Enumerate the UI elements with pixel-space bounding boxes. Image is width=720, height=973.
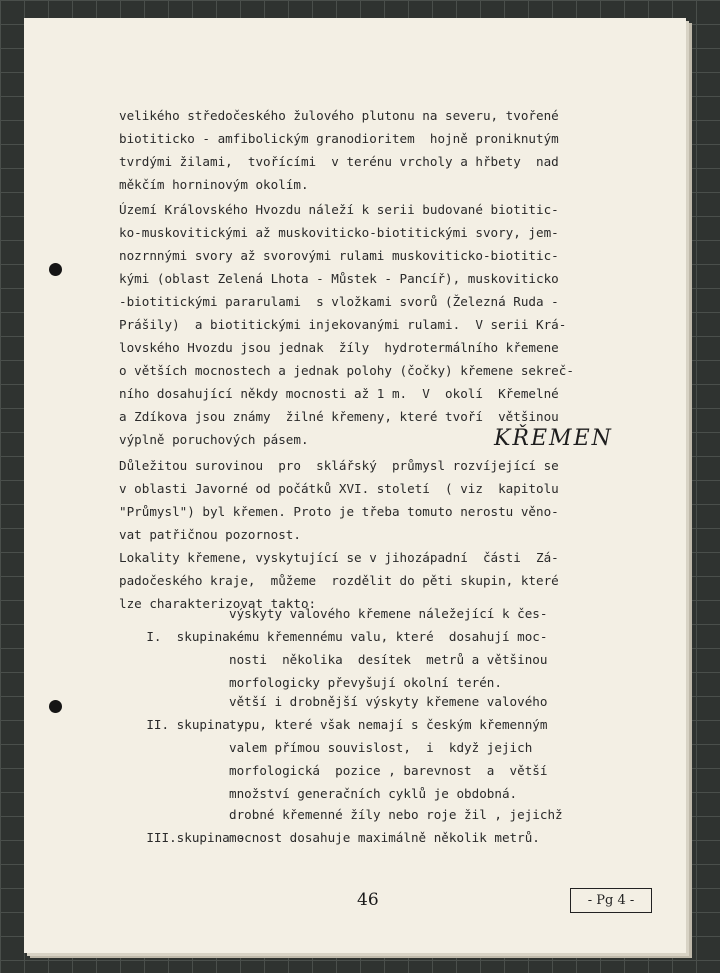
group-item xyxy=(116,690,548,801)
document-page xyxy=(24,18,686,953)
section-heading: KŘEMEN xyxy=(494,426,613,451)
group-description: výskyty valového křemene náležející k čes- kému křemennému valu, které dosahují moc- nosti několika desítek metrů a většinou morfologicky převyšují okolní terén. xyxy=(229,606,548,690)
group-item xyxy=(116,602,548,694)
punch-hole xyxy=(49,263,62,276)
group-description: drobné křemenné žíly nebo roje žil , jejichž mocnost dosahuje maximálně několik metrů. xyxy=(229,807,563,845)
group-item xyxy=(116,803,563,895)
page-stamp: - Pg 4 - xyxy=(570,888,652,913)
group-label: III.skupina - xyxy=(146,830,245,845)
group-description: větší i drobnější výskyty křemene valového typu, které však nemají s českým křemenným valem přímou souvislost, i když jejich morfologická pozice , barevnost a větší množství generačních cyklů je obdobná. xyxy=(229,694,548,801)
paragraph-intro: velikého středočeského žulového plutonu na severu, tvořené biotiticko - amfibolickým granodioritem hojně proniknutým tvrdými žilami, tvořícími v terénu vrcholy a hřbety nad měkčím horninovým okolím. xyxy=(119,108,559,192)
paragraph-kralovsky-hvozd: Území Královského Hvozdu náleží k serii budované biotitic- ko-muskovitickými až muskoviticko-biotitickými svory, jem- nozrnnými svory až svorovými rulami muskoviticko-biotitic- kými (oblast Zelená Lhota - Můstek - Pancíř), muskoviticko -biotitickými pararulami s vložkami svorů (Železná Ruda - Prášily) a biotitickými injekovanými rulami. V serii Krá- lovského Hvozdu jsou jednak žíly hydrotermálního křemene o větších mocnostech a jednak polohy (čočky) křemene sekreč- ního dosahující někdy mocnosti až 1 m. V okolí Křemelné a Zdíkova jsou známy žilné křemeny, které tvoří většinou výplně poruchových pásem. xyxy=(119,202,574,447)
page-number: 46 xyxy=(357,890,379,910)
group-label: I. skupina - xyxy=(146,629,245,644)
punch-hole xyxy=(49,700,62,713)
group-label: II. skupina - xyxy=(146,717,245,732)
paragraph-kremen: Důležitou surovinou pro sklářský průmysl rozvíjející se v oblasti Javorné od počátků XVI. století ( viz kapitolu "Průmysl") byl křemen. Proto je třeba tomuto nerostu věno- vat patřičnou pozornost. Lokality křemene, vyskytující se v jihozápadní části Zá- padočeského kraje, můžeme rozdělit do pěti skupin, které lze charakterizovat takto: xyxy=(119,458,559,611)
